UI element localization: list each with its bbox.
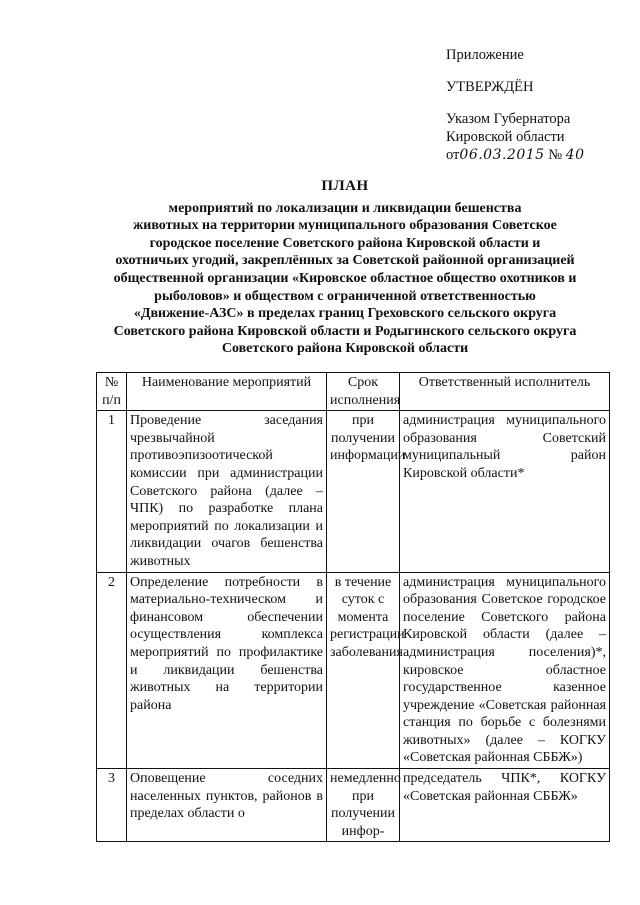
appendix-label: Приложение (446, 47, 524, 63)
title-line: мероприятий по локализации и ликвидации бешенства (168, 200, 522, 216)
decree-line-1: Указом Губернатора (446, 111, 571, 127)
title-line: Советского района Кировской области (221, 341, 469, 357)
header-responsible: Ответственный исполнитель (400, 373, 610, 411)
title-line: «Движение-АЗС» в пределах границ Греховского сельского округа (133, 306, 557, 322)
row-name: Проведение заседания чрезвычайной противоэпизоотической комиссии при администрации Советского района (далее – ЧПК) по разработке плана мероприятий по локализации и ликвидации очагов бешенства животных (127, 411, 327, 572)
handwritten-number: 40 (565, 147, 585, 163)
date-number-line (446, 146, 626, 164)
row-term: при получении информации (327, 411, 400, 572)
title-line: городское поселение Советского района Кировской области и (149, 235, 541, 251)
row-number: 3 (97, 769, 127, 842)
row-name: Определение потребности в материально-техническом и финансовом обеспечении осуществления комплекса мероприятий по профилактике и ликвидации бешенства животных на территории района (127, 572, 327, 769)
header-number: № п/п (97, 373, 127, 411)
row-term: в течение суток с момента регистрации заболевания (327, 572, 400, 769)
table-row (97, 572, 610, 769)
row-number: 2 (97, 572, 127, 769)
decree-line-2: Кировской области (446, 129, 565, 145)
row-number: 1 (97, 411, 127, 572)
table-header-row (97, 373, 610, 411)
plan-heading: ПЛАН (321, 178, 369, 194)
date-prefix: от (446, 147, 460, 163)
title-line: охотничьих угодий, закреплённых за Советской районной организацией (115, 253, 575, 269)
plan-table (96, 372, 610, 842)
row-name: Оповещение соседних населенных пунктов, районов в пределах области о (127, 769, 327, 842)
handwritten-date: 06.03.2015 (459, 147, 545, 163)
title-line: животных на территории муниципального образования Советское (133, 218, 557, 234)
document-title (80, 178, 610, 358)
approval-block (446, 46, 626, 164)
row-responsible: председатель ЧПК*, КОГКУ «Советская районная СББЖ» (400, 769, 610, 842)
title-line: Советского района Кировской области и Родыгинского сельского округа (113, 323, 577, 339)
table-row (97, 411, 610, 572)
title-line: общественной организации «Кировское областное общество охотников и (113, 270, 577, 286)
header-name: Наименование мероприятий (127, 373, 327, 411)
approved-label: УТВЕРЖДЁН (446, 79, 534, 95)
row-responsible: администрация муниципального образования Советское городское поселение Советского района Кировской области (далее – администрация поселения)*, кировское областное государственное казенное учреждение «Советская районная станция по борьбе с болезнями животных» (далее – КОГКУ «Советская районная СББЖ») (400, 572, 610, 769)
title-line: рыболовов» и обществом с ограниченной ответственностью (154, 288, 536, 304)
row-responsible: администрация муниципального образования Советский муниципальный район Кировской области* (400, 411, 610, 572)
number-prefix: № (548, 147, 563, 163)
header-term: Срок исполнения (327, 373, 400, 411)
row-term: немедленно при получении инфор- (327, 769, 400, 842)
table-row (97, 769, 610, 842)
